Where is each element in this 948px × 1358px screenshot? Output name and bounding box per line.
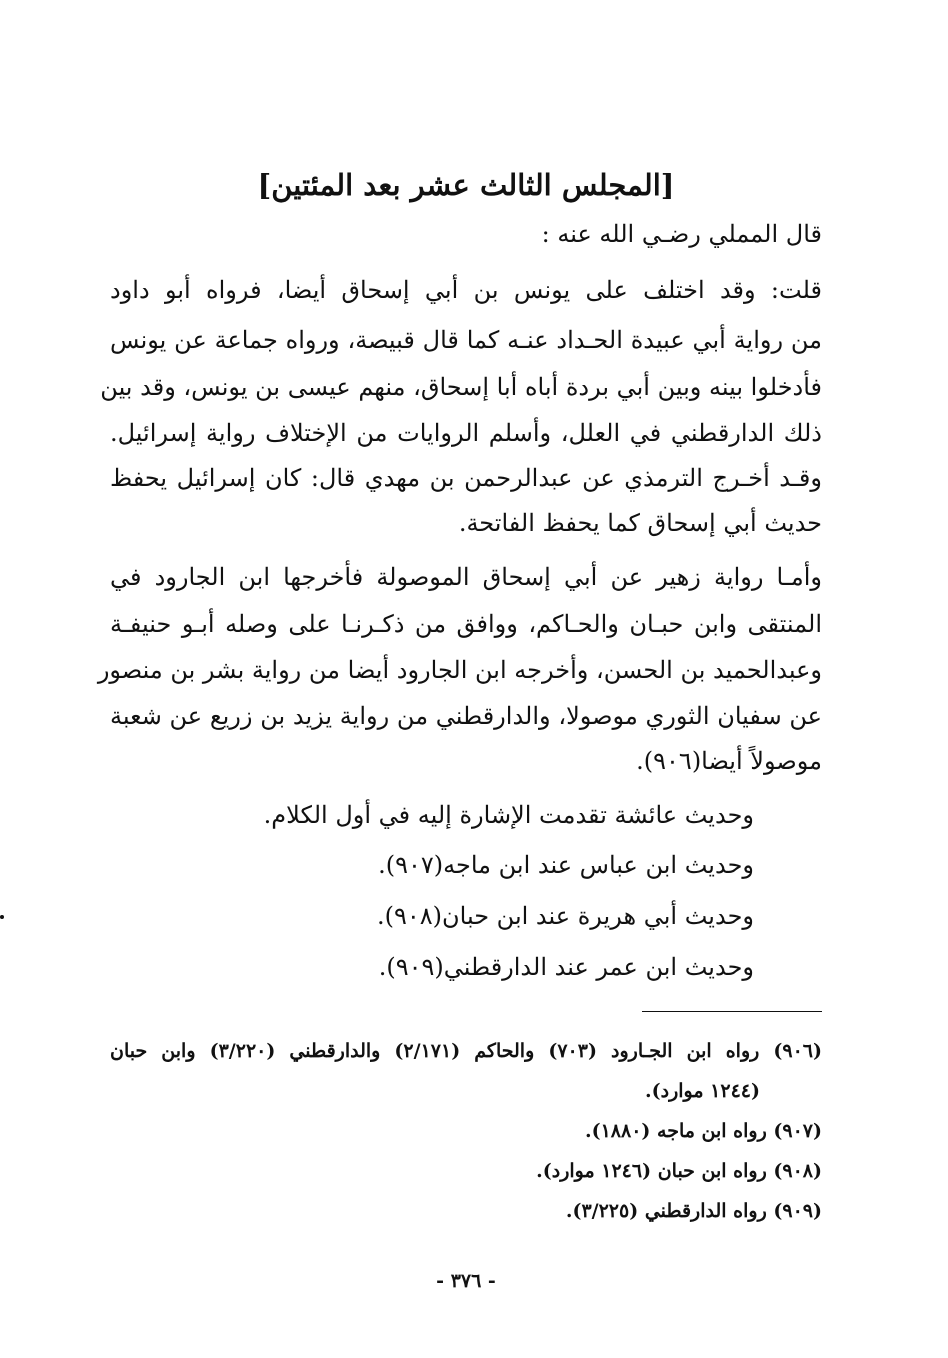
text-line: حديث أبي إسحاق كما يحفظ الفاتحة. xyxy=(458,509,822,537)
text-line: موصولاً أيضا(٩٠٦). xyxy=(636,747,822,775)
footnote: (٩٠٦) رواه ابن الجـارود (٧٠٣) والحاكم (٢/١٧١) والدارقطني (٣/٢٢٠) وابن حبان xyxy=(110,1040,822,1062)
text-line: فأدخلوا بينه وبين أبي بردة أباه أبا إسحاق، منهم عيسى بن يونس، وقد بين xyxy=(100,373,822,401)
text-line: وقـد أخـرج الترمذي عن عبدالرحمن بن مهدي قال: كان إسرائيل يحفظ xyxy=(110,464,822,492)
footnote: (٩٠٨) رواه ابن حبان (١٢٤٦ موارد). xyxy=(536,1160,822,1182)
footnote-separator xyxy=(642,1011,822,1012)
text-line: وحديث أبي هريرة عند ابن حبان(٩٠٨). xyxy=(377,902,754,930)
text-line: قلت: وقد اختلف على يونس بن أبي إسحاق أيضا، فرواه أبو داود xyxy=(110,276,822,304)
footnote: (٩٠٧) رواه ابن ماجه (١٨٨٠). xyxy=(584,1120,822,1142)
text-line: ذلك الدارقطني في العلل، وأسلم الروايات من الإختلاف رواية إسرائيل. xyxy=(110,419,822,447)
text-line: وعبدالحميد بن الحسن، وأخرجه ابن الجارود أيضا من رواية بشر بن منصور xyxy=(97,656,822,684)
text-line: وحديث ابن عمر عند الدارقطني(٩٠٩). xyxy=(378,953,754,981)
session-title: [المجلس الثالث عشر بعد المئتين] xyxy=(257,168,675,202)
footnote: (٩٠٩) رواه الدارقطني (٣/٢٢٥). xyxy=(565,1200,822,1222)
book-page xyxy=(97,0,822,1358)
page-number: - ٣٧٦ - xyxy=(436,1270,496,1292)
text-line: من رواية أبي عبيدة الحـداد عنـه كما قال قبيصة، ورواه جماعة عن يونس xyxy=(110,326,822,354)
footnote-continuation: (١٢٤٤ موارد). xyxy=(645,1080,760,1102)
text-line: عن سفيان الثوري موصولا، والدارقطني من رواية يزيد بن زريع عن شعبة xyxy=(110,702,822,730)
text-line: وأمـا رواية زهير عن أبي إسحاق الموصولة فأخرجها ابن الجارود في xyxy=(110,563,822,591)
scan-mark xyxy=(0,915,4,919)
text-line: وحديث ابن عباس عند ابن ماجه(٩٠٧). xyxy=(378,851,754,879)
text-line: وحديث عائشة تقدمت الإشارة إليه في أول الكلام. xyxy=(263,801,754,829)
text-line: قال المملي رضـي الله عنه : xyxy=(541,220,822,248)
text-line: المنتقى وابن حبـان والحـاكم، ووافق من ذكـرنـا على وصله أبـو حنيفـة xyxy=(110,610,822,638)
